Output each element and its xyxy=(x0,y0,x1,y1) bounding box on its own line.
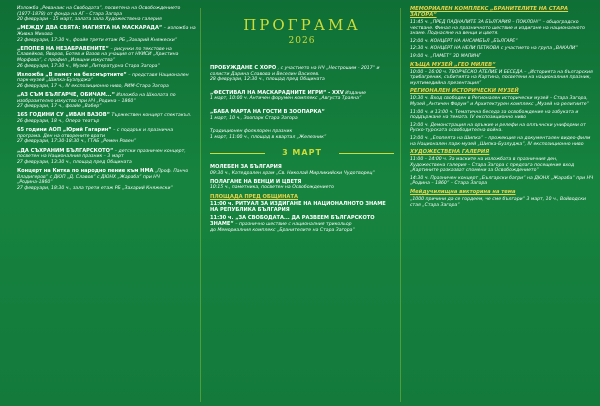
event-item xyxy=(17,6,196,23)
event-date: 27 февруари, 18:30 ч., зала трети етаж РБ „Захарий Княжески“ xyxy=(17,185,173,191)
quiz-events xyxy=(410,197,594,208)
schedule-item: 14:30 ч. Празничен концерт „Български багри“ на ДЮНХ „Жараба“ при НЧ „Родина – 1860“ – Стара Загора xyxy=(410,175,594,187)
schedule-item: 11:00 ч. и 13:00 ч. Тематична беседа за освобождение на азбуката и поддържане на темата. IV експозиционно ниво xyxy=(410,109,579,121)
event-description: – празнично шествие с националния трикольор xyxy=(235,222,352,228)
event-description: „Проф. Панчо Владигеров“ с ДЮП „Д. Славов“ с ДЮНХ „Жараба“ при НЧ „Родина-1860“ xyxy=(17,169,189,186)
event-item xyxy=(17,128,196,145)
event-title: МОЛЕБЕН ЗА БЪЛГАРИЯ xyxy=(210,164,282,171)
art-gallery-events xyxy=(410,157,594,187)
event-item xyxy=(17,113,196,124)
event-description: – с подарък и празнична програма. Ден на отворените врати xyxy=(17,128,174,139)
event-item xyxy=(17,73,196,90)
schedule-item: 13:00 ч. „Епопеята на Шипка“ – прожекция на документален видео-филм на Национален парк-музей „Шипка-Бузлуджа“, IV експозиционно ниво xyxy=(410,135,591,147)
event-title: „БАБА МАРТА НА ГОСТИ В ЗООПАРКА“ xyxy=(210,108,325,115)
event-title: 65 години АОП „Юрий Гагарин“ xyxy=(17,127,112,134)
event-description: – рисунки по текстове на Славейков, Яворов, Ботев и Вазов на учащия от НУИСИ „Христина Морфова“, с профил „Изящни изкуства“ xyxy=(17,46,179,63)
event-description: – детски празничен концерт, посветен на Националния празник – 3 март xyxy=(17,148,186,160)
event-item xyxy=(210,66,394,83)
event-date: 27 февруари, 17 ч., фоайе „Вабер“ xyxy=(17,104,102,110)
event-date: 26 февруари, 17:30 ч., Музей „Литературна Стара Загора“ xyxy=(17,63,160,69)
schedule-item: 11:45 ч. „ПРЕД ПАДНАЛИТЕ ЗА БЪЛГАРИЯ – ПОКЛОН!“ – общоградско честване. Финал на празничното шествие и издигане на националното знаме. Поднасяне на венци и цветя. xyxy=(410,20,585,37)
title-text: ПРОГРАМА xyxy=(243,16,361,34)
event-item xyxy=(210,129,394,140)
event-description: – представя Национален парк-музей „Шипка-Бузлуджа“ xyxy=(17,72,189,84)
event-item xyxy=(17,169,196,191)
square-events xyxy=(210,202,394,233)
schedule-item: 19:00 ч. „ПАМЕТ“ 3D МАПИНГ xyxy=(410,53,481,59)
event-item xyxy=(17,47,196,69)
event-title: „АЗ СЪМ БЪЛГАРЧЕ, ОБИЧАМ...“ xyxy=(17,92,115,99)
event-date: 28 февруари, 12:30 ч., площад пред Общината xyxy=(210,77,325,83)
history-museum-events xyxy=(410,96,594,147)
event-title: 165 ГОДИНИ СУ „ИВАН ВАЗОВ“ xyxy=(17,112,110,119)
program-title xyxy=(210,16,394,46)
memorial-events xyxy=(410,20,594,60)
left-column xyxy=(0,0,200,406)
schedule-item: 13:00 ч. Демонстрация на оръжие и релефи на оплъчнски униформи от Руско-турската освободителна война. xyxy=(410,122,586,134)
event-description: Изложба „Реванаис на Свободата“, посветена на Освобождението (1877-1878) от фонда на АГ – Стара Загора xyxy=(17,6,181,17)
event-title: „ЕПОПЕЯ НА НЕЗАБРАВЕНИТЕ“ xyxy=(17,45,109,52)
schedule-item: 10:30 ч. Вход свободен в Регионален исторически музей – Стара Загора, Музей „Античен Форум“ и Архитектурен комплекс „Музей на религиите“ xyxy=(410,96,589,107)
event-date: 26 февруари, 18 ч., Опера театър xyxy=(17,119,100,125)
house-museum-heading: КЪЩА МУЗЕЙ „ГЕО МИЛЕВ“ xyxy=(410,61,496,68)
schedule-item: 12:30 ч. КОНЦЕРТ НА НЕЛИ ПЕТКОВА с участието на група „ВАКАЛИ“ xyxy=(410,46,578,52)
quiz-heading: Мейдучилищна викторина на тема xyxy=(410,189,516,196)
event-item xyxy=(17,26,196,43)
event-date: 09:30 ч., Катедрален храм „Св. Николай Мирликийски Чудотворец“ xyxy=(210,170,375,176)
house-museum-events xyxy=(410,70,594,87)
pre-march-events xyxy=(210,66,394,140)
event-item xyxy=(210,165,394,176)
march-3-events xyxy=(210,165,394,191)
middle-column xyxy=(200,0,400,406)
event-title: „ФЕСТИВАЛ НА МАСКАРАДНИТЕ ИГРИ“ - XXV xyxy=(210,89,344,96)
event-date: 27 февруари, 17:30-18:30 ч., ГТАБ „Ремен Ровен“ xyxy=(17,139,137,145)
square-heading: ПЛОЩАДА ПРЕД ОБЩИНАТА xyxy=(210,194,298,201)
event-title: 11:00 ч. РИТУАЛ ЗА ИЗДИГАНЕ НА НАЦИОНАЛНОТО ЗНАМЕ НА РЕПУБЛИКА БЪЛГАРИЯ xyxy=(210,201,386,213)
schedule-item: 11:00 – 14:00 ч. За маските на изложбата в празничния ден, Художествена галерия – Стара Загора с предлага посещение вход „Картините разказват спомени за Освобождението“ xyxy=(410,157,575,174)
event-title: „ДА СЪХРАНИМ БЪЛГАРСКОТО“ xyxy=(17,147,114,154)
event-title: ПРОБУЖДАНЕ С ХОРО xyxy=(210,65,277,71)
event-title: ПОЛАГАНЕ НА ВЕНЦИ И ЦВЕТЯ xyxy=(210,178,302,185)
schedule-item: 12:00 ч. КОНЦЕРТ НА АНСАМБЪЛ „БЪЛГАРЕ“ xyxy=(410,38,518,44)
memorial-heading: МЕМОРИАЛЕН КОМПЛЕКС „БРАНИТЕЛИТЕ НА СТАРА ЗАГОРА“ xyxy=(410,6,569,18)
event-description: Издание xyxy=(345,90,366,96)
event-title: „МЕЖДУ ДВА СВЯТА: МАГИЯТА НА МАСКАРАДА“ xyxy=(17,25,163,32)
event-date: 10:15 ч., паметника, посветен на Освобождението xyxy=(210,185,334,191)
event-item xyxy=(210,216,394,233)
event-item xyxy=(210,110,394,121)
event-item xyxy=(210,180,394,191)
schedule-item: 10:00 – 16:00 ч. ТВОРЧЕСКО АТЕЛИЕ И БЕСЕДА – „Историята на българския трибагреник, събитията на Картина, посветени на националния празник, мултимедийна презентация“ xyxy=(410,69,593,86)
event-description: – изложба на Живка Михова xyxy=(17,26,196,37)
event-date: 1 март, 10 ч., Зоопарк Стара Загора xyxy=(210,115,298,121)
event-description: , с участието на НЧ „Нестрошим - 2017“ и солисти Дарина Славова и Веселин Василев. xyxy=(210,66,380,77)
event-description: Традиционен фолклорен празник xyxy=(210,129,293,135)
event-item xyxy=(210,91,394,102)
event-date: 20 февруари - 15 март, залата зала Художествена галерия xyxy=(17,17,162,23)
title-year: 2026 xyxy=(288,36,316,46)
event-date: 26 февруари, 17 ч., IV експозиционно ниво, РИМ-Стара Загора xyxy=(17,83,169,89)
event-date: 1 март, 11:00 ч., площад в квартал „Железник“ xyxy=(210,134,327,140)
event-title: Изложба „В памет на безсмъртните“ xyxy=(17,71,127,78)
schedule-item: „1000 причини да се гордеем, че сме българи“ 3 март, 10 ч., Войводски стая „Стара Загора“ xyxy=(410,197,586,208)
event-item xyxy=(210,202,394,213)
event-date: 23 февруари, 17:30 ч., фоайе трети етаж РБ „Захарий Княжески“ xyxy=(17,37,178,43)
right-column xyxy=(400,0,600,406)
event-title: 11:30 ч. „ЗА СВОБОДАТА... ДА РАЗВЕЕМ БЪЛГАРСКОТО ЗНАМЕ“ xyxy=(210,215,375,228)
event-item xyxy=(17,93,196,110)
event-title: Концерт на Китка по народно пение към НМА xyxy=(17,168,154,174)
event-item xyxy=(17,149,196,166)
history-museum-heading: РЕГИОНАЛЕН ИСТОРИЧЕСКИ МУЗЕЙ xyxy=(410,88,519,95)
event-description: Тържествен концерт спектакъл. xyxy=(111,113,192,119)
event-date: 27 февруари, 13:30 ч., площад пред Общината xyxy=(17,159,132,165)
art-gallery-heading: ХУДОЖЕСТВЕНА ГАЛЕРИЯ xyxy=(410,149,490,156)
march-3-heading: 3 МАРТ xyxy=(210,148,394,157)
event-date: 1 март, 10:00 ч. Античен форумен комплекс „Августа Траяна“ xyxy=(210,96,362,102)
event-description: Изложба на Школата по изобразително изкуство при НЧ „Родина – 1860“ xyxy=(17,93,176,104)
event-date: до Мемориалния комплекс „Бранителите на Стара Загора“ xyxy=(210,227,355,233)
